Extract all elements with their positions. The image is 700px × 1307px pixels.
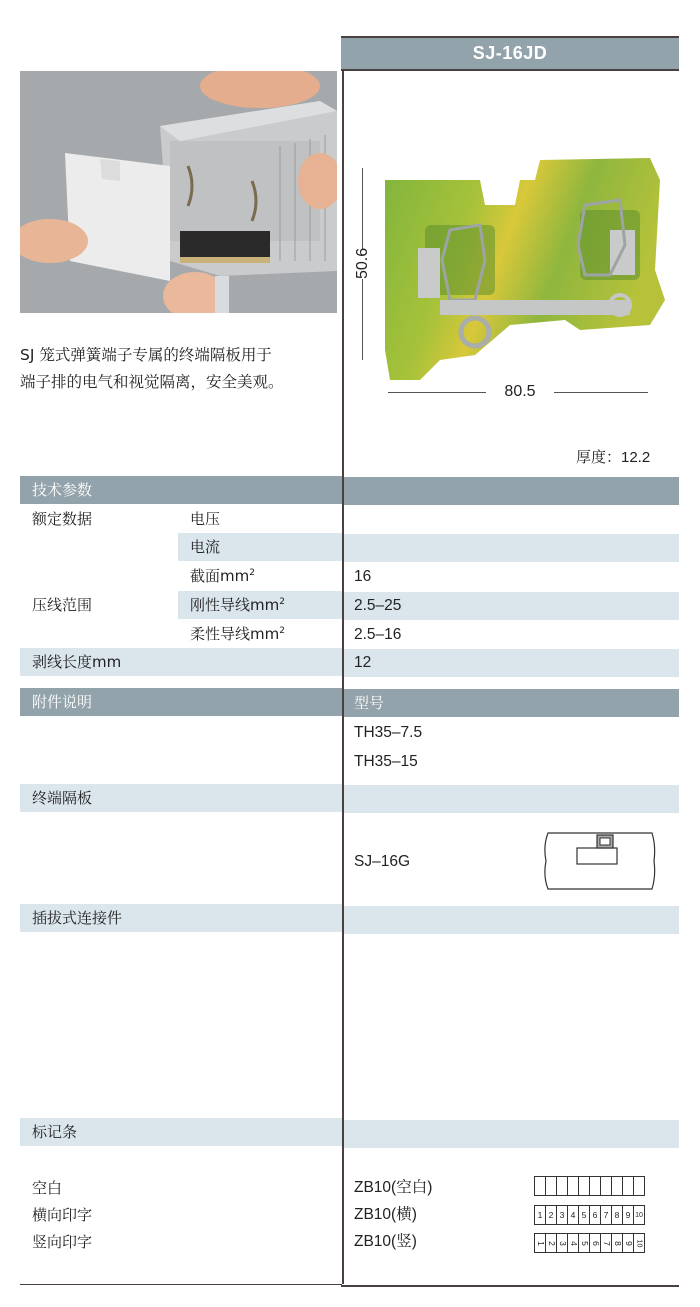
product-description [20,342,340,396]
marker-strip-blank-icon [534,1176,645,1196]
rigid-label [190,591,285,619]
width-dimension-label: 80.5 [490,381,550,403]
model-header-bar [341,36,679,71]
accessories-title: 附件说明 [32,693,93,711]
strip-cell: 10 [634,1205,645,1225]
strip-number: 10 [635,1239,643,1248]
current-row-right [344,534,679,562]
end-plate-photo [20,71,337,313]
strip-cell: 9 [623,1205,634,1225]
strip-cell: 2 [546,1205,557,1225]
terminal-block-illustration [380,150,665,380]
bottom-rule-right [341,1285,679,1287]
marker-model-horizontal: ZB10(横) [354,1206,417,1223]
accessories-header-left [20,688,342,716]
height-dimension-label: 50.6 [351,249,375,279]
bottom-rule-left [20,1284,342,1285]
terminal-block-image [380,150,665,380]
strip-length-row-left [20,648,342,676]
end-plate-model: SJ–16G [354,853,411,870]
flexible-label [190,620,285,648]
strip-cell: 3 [557,1205,568,1225]
strip-cell: 4 [568,1205,579,1225]
voltage-label: 电压 [190,510,221,528]
end-plate-row-left [20,784,342,812]
marker-model-vertical: ZB10(竖) [354,1233,417,1250]
flexible-text: 柔性导线mm [190,625,280,643]
width-dimension-line-left [388,392,486,393]
marker-label-blank: 空白 [32,1179,63,1197]
strip-number: 3 [557,1241,568,1246]
rigid-text: 刚性导线mm [190,596,280,614]
marker-row-right [344,1120,679,1148]
rated-data-label: 额定数据 [32,510,93,528]
model-column-header: 型号 [354,694,385,712]
superscript: 2 [279,626,285,636]
cross-section-value: 16 [354,568,372,585]
description-line-2: 端子排的电气和视觉隔离，安全美观。 [20,373,284,391]
rail-model-1: TH35–7.5 [354,724,423,741]
marker-strip-vertical-icon [534,1233,645,1253]
plug-connector-row-right [344,906,679,934]
strip-length-label: 剥线长度mm [32,653,122,671]
strip-cell [546,1176,557,1196]
strip-length-value: 12 [354,654,372,671]
strip-cell: 1 [535,1205,546,1225]
marker-label-vertical: 竖向印字 [32,1233,93,1251]
accessories-header-right [344,689,679,717]
strip-number: 7 [601,1241,612,1246]
cross-section-text: 截面mm [190,567,250,585]
strip-cell: 7 [601,1205,612,1225]
strip-cell [623,1176,634,1196]
strip-number: 4 [568,1241,579,1246]
superscript: 2 [279,597,285,607]
strip-number: 1 [535,1241,546,1246]
marker-strip-horizontal-icon [534,1205,645,1225]
crimp-range-label: 压线范围 [32,596,93,614]
strip-cell [568,1176,579,1196]
marker-title: 标记条 [32,1123,78,1141]
strip-cell [601,1176,612,1196]
strip-length-row-right [344,649,679,677]
strip-number: 9 [623,1241,634,1246]
strip-cell [634,1176,645,1196]
strip-number: 2 [546,1241,557,1246]
strip-number: 5 [579,1241,590,1246]
strip-number: 8 [612,1241,623,1246]
rigid-row-right [344,592,679,620]
thickness-label: 厚度：12.2 [576,449,651,466]
marker-label-horizontal: 横向印字 [32,1206,93,1224]
plug-connector-row-left [20,904,342,932]
photo-illustration [20,71,337,313]
rail-model-2: TH35–15 [354,753,418,770]
strip-cell [634,1233,645,1253]
strip-cell [557,1176,568,1196]
tech-section-header-right [344,477,679,505]
strip-cell [579,1176,590,1196]
marker-row-left [20,1118,342,1146]
strip-number: 6 [590,1241,601,1246]
current-label: 电流 [190,538,221,556]
strip-cell [590,1176,601,1196]
rigid-value: 2.5–25 [354,597,402,614]
model-title: SJ-16JD [472,43,548,63]
cross-section-label [190,562,255,590]
width-dimension-line-right [554,392,648,393]
strip-cell: 8 [612,1205,623,1225]
marker-model-blank: ZB10(空白) [354,1179,433,1196]
tech-section-title: 技术参数 [32,481,93,499]
strip-cell [612,1176,623,1196]
strip-cell: 5 [579,1205,590,1225]
flexible-value: 2.5–16 [354,626,402,643]
end-plate-title: 终端隔板 [32,789,93,807]
strip-cell [535,1176,546,1196]
plug-connector-title: 插拔式连接件 [32,909,123,927]
description-line-1: SJ 笼式弹簧端子专属的终端隔板用于 [20,346,272,364]
rigid-row-left [178,591,342,619]
superscript: 2 [249,568,255,578]
current-row-left [178,533,342,561]
strip-cell: 6 [590,1205,601,1225]
end-plate-row-right [344,785,679,813]
tech-section-header-left [20,476,342,504]
end-plate-outline-icon [540,831,660,891]
